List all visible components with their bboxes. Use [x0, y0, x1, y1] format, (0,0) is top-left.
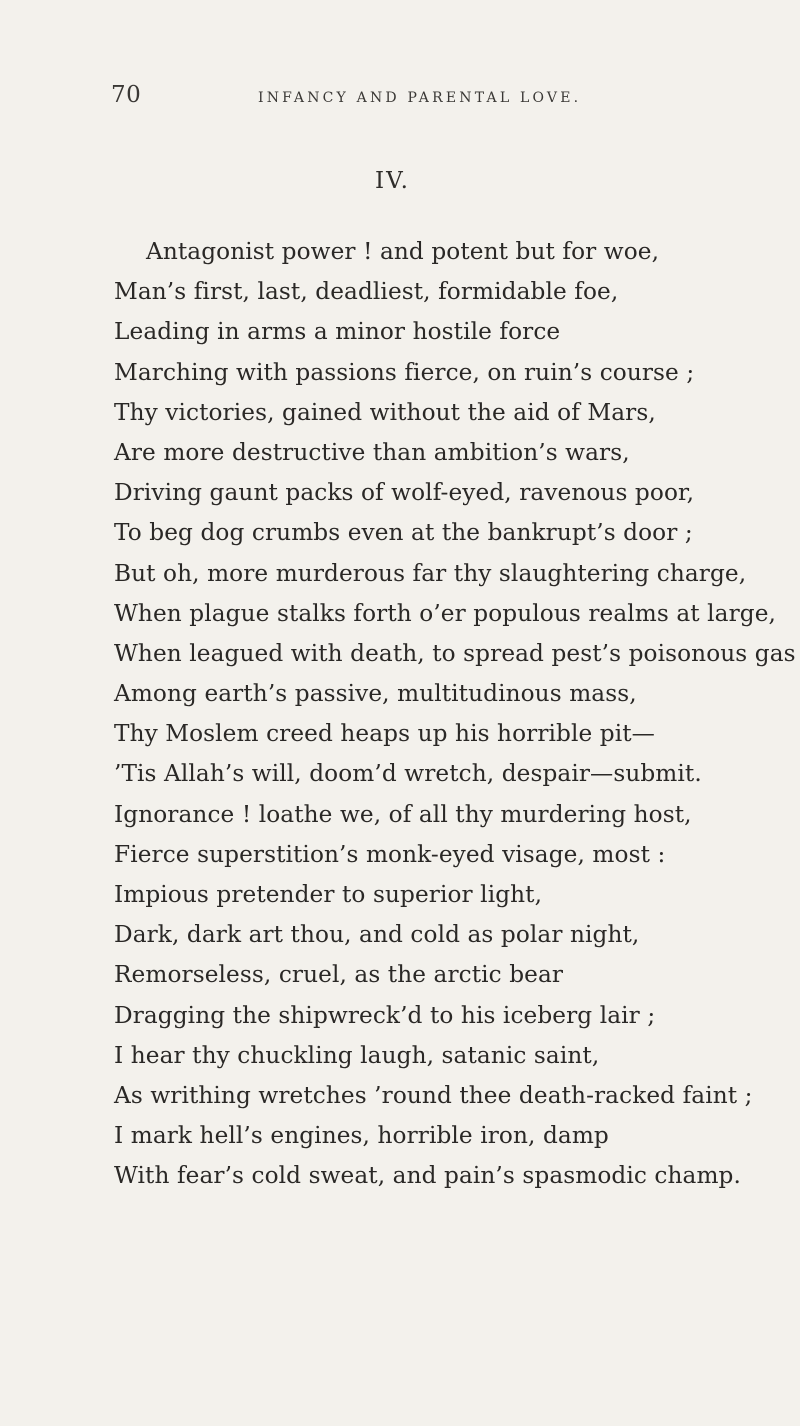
poem-line: As writhing wretches ’round thee death-racked faint ;	[114, 1081, 753, 1109]
poem-line: Impious pretender to superior light,	[114, 881, 543, 908]
poem-line: When leagued with death, to spread pest’s poisonous gas	[114, 639, 796, 667]
poem-stanza	[114, 232, 798, 1197]
poem-line: When plague stalks forth o’er populous realms at large,	[114, 599, 777, 627]
section-numeral: IV.	[375, 168, 410, 194]
poem-line: With fear’s cold sweat, and pain’s spasmodic champ.	[114, 1162, 741, 1190]
poem-line: Ignorance ! loathe we, of all thy murdering host,	[114, 800, 692, 828]
poem-line: Driving gaunt packs of wolf-eyed, ravenous poor,	[114, 479, 695, 507]
poem-line: Thy Moslem creed heaps up his horrible pit—	[114, 720, 655, 748]
poem-line: To beg dog crumbs even at the bankrupt’s door ;	[114, 519, 693, 547]
poem-line: Are more destructive than ambition’s wars,	[114, 438, 630, 466]
poem-line: I hear thy chuckling laugh, satanic saint,	[114, 1041, 600, 1069]
poem-line: Dragging the shipwreck’d to his iceberg lair ;	[114, 1001, 656, 1029]
poem-line: Leading in arms a minor hostile force	[114, 318, 561, 346]
poem-line: Marching with passions fierce, on ruin’s course ;	[114, 358, 695, 386]
page-number: 70	[111, 82, 142, 108]
poem-line: Among earth’s passive, multitudinous mass,	[114, 680, 637, 708]
poem-line: Antagonist power ! and potent but for woe,	[146, 238, 660, 265]
poem-line: Thy victories, gained without the aid of Mars,	[114, 398, 656, 426]
running-head: INFANCY AND PARENTAL LOVE.	[258, 90, 582, 106]
poem-line: Dark, dark art thou, and cold as polar night,	[114, 921, 640, 949]
poem-line: Man’s first, last, deadliest, formidable foe,	[114, 278, 619, 306]
poem-line: But oh, more murderous far thy slaughtering charge,	[114, 559, 747, 587]
poem-line: ’Tis Allah’s will, doom’d wretch, despair—submit.	[114, 760, 702, 788]
poem-line: Fierce superstition’s monk-eyed visage, most :	[114, 840, 666, 868]
poem-line: I mark hell’s engines, horrible iron, damp	[114, 1122, 609, 1150]
poem-line: Remorseless, cruel, as the arctic bear	[114, 961, 564, 989]
